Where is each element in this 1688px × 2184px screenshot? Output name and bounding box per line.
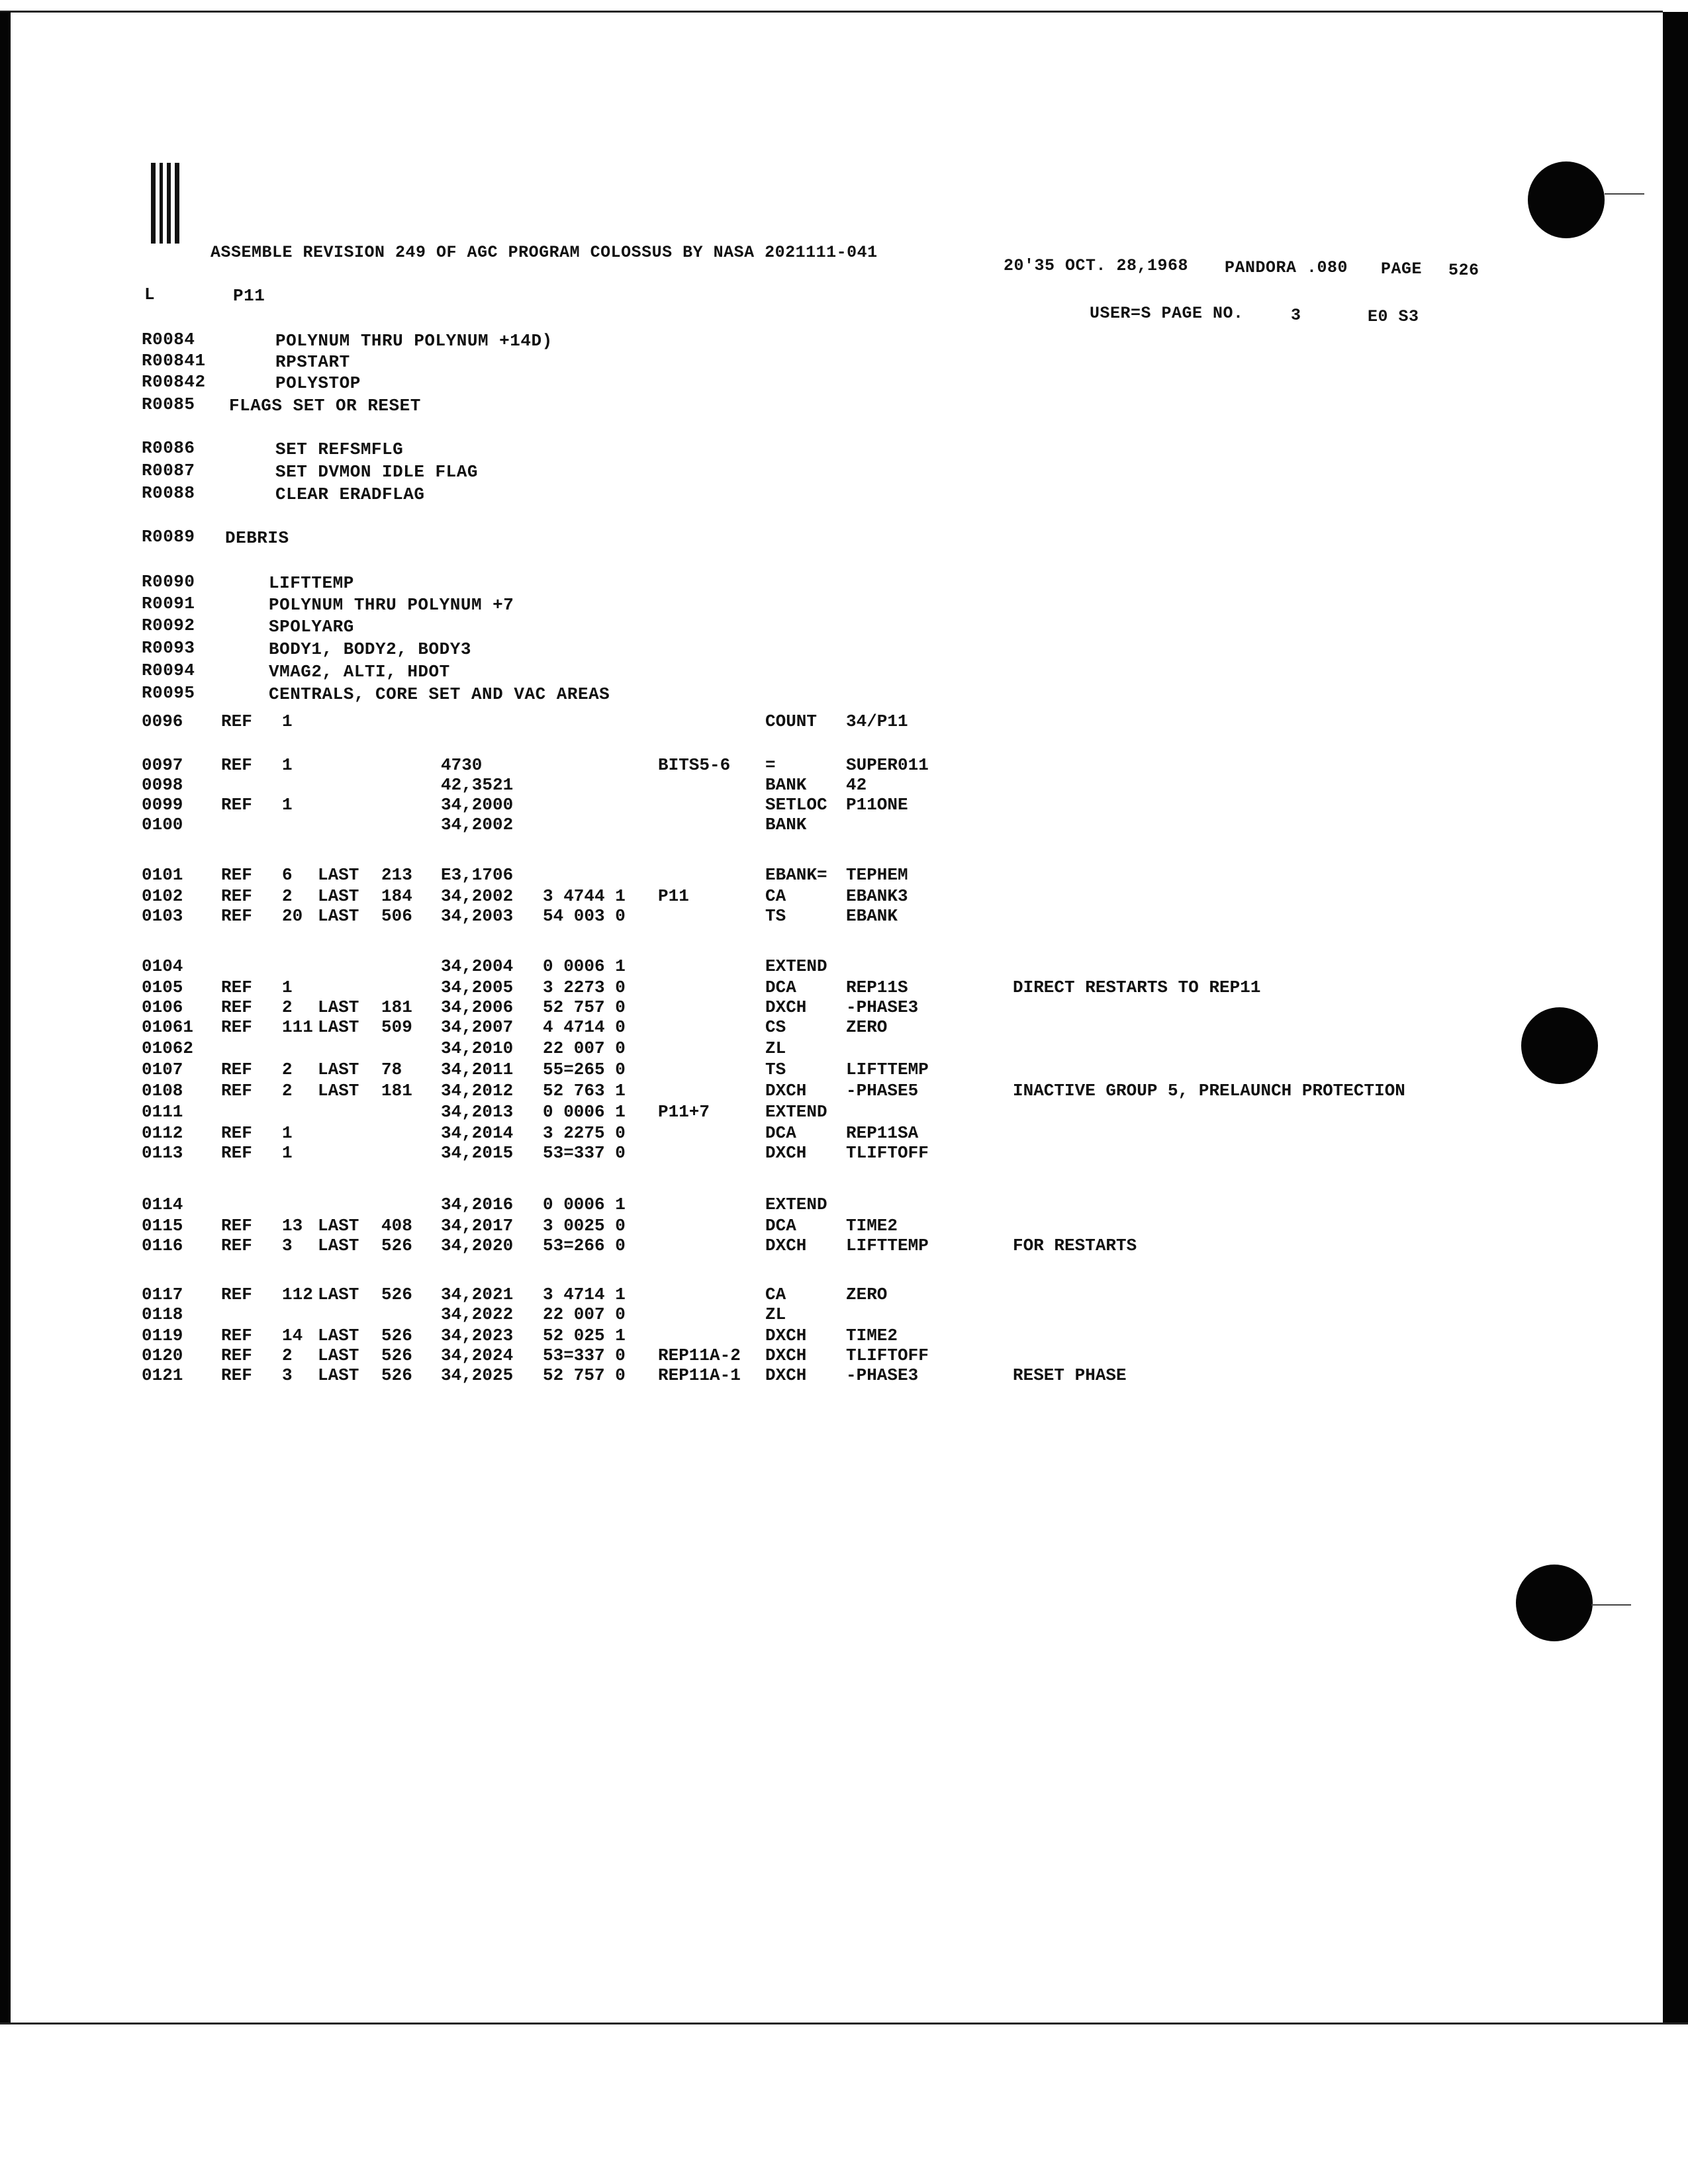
operand: TIME2	[846, 1216, 898, 1236]
e-code: E0 S3	[1368, 307, 1419, 326]
ref-count: 13	[282, 1216, 303, 1236]
object-code: 52 763 1	[543, 1081, 626, 1101]
ref-count: 111	[282, 1017, 313, 1037]
line-number: 0102	[142, 886, 183, 906]
ref-count: 2	[282, 1081, 293, 1101]
opcode: =	[765, 755, 776, 775]
last-page: 78	[381, 1060, 402, 1079]
opcode: BANK	[765, 775, 807, 795]
comment: FOR RESTARTS	[1013, 1236, 1137, 1255]
ref-tag: REF	[221, 1017, 252, 1037]
ref-tag: REF	[221, 1365, 252, 1385]
address: 34,2025	[441, 1365, 514, 1385]
last-page: 506	[381, 906, 412, 926]
operand: LIFTTEMP	[846, 1236, 929, 1255]
opcode: EBANK=	[765, 865, 827, 885]
ref-id: R0088	[142, 483, 195, 503]
last-tag: LAST	[318, 906, 359, 926]
last-page: 184	[381, 886, 412, 906]
line-number: 0096	[142, 711, 183, 731]
symbol-label: BITS5-6	[658, 755, 731, 775]
page-edge-top	[0, 11, 1663, 13]
address: 34,2021	[441, 1285, 514, 1304]
address: 34,2006	[441, 997, 514, 1017]
line-number: 0104	[142, 956, 183, 976]
operand: 42	[846, 775, 867, 795]
opcode: TS	[765, 1060, 786, 1079]
listing-row	[132, 1060, 1456, 1079]
ref-text: SET REFSMFLG	[275, 439, 404, 459]
operand: TIME2	[846, 1326, 898, 1345]
ref-tag: REF	[221, 1285, 252, 1304]
operand: ZERO	[846, 1017, 888, 1037]
opcode: DCA	[765, 978, 796, 997]
operand: -PHASE3	[846, 997, 919, 1017]
listing-title: ASSEMBLE REVISION 249 OF AGC PROGRAM COLOSSUS BY NASA 2021111-041	[211, 243, 878, 262]
ref-text: CENTRALS, CORE SET AND VAC AREAS	[269, 684, 610, 704]
listing-row	[132, 997, 1456, 1017]
object-code: 4 4714 0	[543, 1017, 626, 1037]
line-number: 01062	[142, 1038, 194, 1058]
object-code: 3 2275 0	[543, 1123, 626, 1143]
listing-row	[132, 978, 1456, 997]
listing-row	[132, 1304, 1456, 1324]
page-number: 526	[1448, 261, 1479, 280]
line-number: 0121	[142, 1365, 183, 1385]
object-code: 22 007 0	[543, 1304, 626, 1324]
ref-count: 1	[282, 711, 293, 731]
address: 34,2004	[441, 956, 514, 976]
ref-tag: REF	[221, 755, 252, 775]
symbol-label: P11+7	[658, 1102, 710, 1122]
last-tag: LAST	[318, 1060, 359, 1079]
operand: 34/P11	[846, 711, 908, 731]
listing-row	[132, 795, 1456, 815]
listing-row	[132, 1081, 1456, 1101]
listing-row	[132, 815, 1456, 835]
program-name: P11	[233, 286, 265, 306]
line-number: 0111	[142, 1102, 183, 1122]
last-tag: LAST	[318, 1081, 359, 1101]
address: 34,2023	[441, 1326, 514, 1345]
opcode: EXTEND	[765, 956, 827, 976]
address: 34,2015	[441, 1143, 514, 1163]
address: 34,2005	[441, 978, 514, 997]
listing-row	[132, 865, 1456, 885]
ref-id: R00841	[142, 351, 206, 371]
ref-id: R0094	[142, 660, 195, 680]
col-l-marker: L	[144, 285, 156, 304]
opcode: DXCH	[765, 1081, 807, 1101]
last-tag: LAST	[318, 1345, 359, 1365]
ref-id: R0091	[142, 594, 195, 614]
object-code: 54 003 0	[543, 906, 626, 926]
punch-hole-tick	[1591, 1604, 1631, 1606]
opcode: CA	[765, 886, 786, 906]
ref-tag: REF	[221, 1326, 252, 1345]
ref-text: SET DVMON IDLE FLAG	[275, 462, 478, 482]
address: 34,2013	[441, 1102, 514, 1122]
ref-count: 6	[282, 865, 293, 885]
last-page: 526	[381, 1365, 412, 1385]
opcode: DXCH	[765, 1143, 807, 1163]
ref-count: 3	[282, 1236, 293, 1255]
line-number: 0117	[142, 1285, 183, 1304]
punch-hole-icon	[1521, 1007, 1598, 1084]
listing-row	[132, 1102, 1456, 1122]
line-number: 0113	[142, 1143, 183, 1163]
listing-timestamp: 20'35 OCT. 28,1968	[1004, 256, 1189, 275]
listing-row	[132, 1123, 1456, 1143]
address: 34,2010	[441, 1038, 514, 1058]
address: 34,2012	[441, 1081, 514, 1101]
last-tag: LAST	[318, 1365, 359, 1385]
line-number: 0108	[142, 1081, 183, 1101]
last-tag: LAST	[318, 886, 359, 906]
object-code: 52 757 0	[543, 997, 626, 1017]
ref-count: 2	[282, 886, 293, 906]
ref-tag: REF	[221, 1345, 252, 1365]
ref-count: 2	[282, 1345, 293, 1365]
opcode: ZL	[765, 1304, 786, 1324]
operand: REP11S	[846, 978, 908, 997]
operand: TLIFTOFF	[846, 1345, 929, 1365]
ref-id: R0095	[142, 683, 195, 703]
object-code: 3 4744 1	[543, 886, 626, 906]
operand: ZERO	[846, 1285, 888, 1304]
ref-count: 2	[282, 1060, 293, 1079]
ref-text: SPOLYARG	[269, 617, 354, 637]
ref-id: R0086	[142, 438, 195, 458]
line-number: 0114	[142, 1195, 183, 1214]
last-page: 509	[381, 1017, 412, 1037]
operand: LIFTTEMP	[846, 1060, 929, 1079]
object-code: 3 0025 0	[543, 1216, 626, 1236]
opcode: SETLOC	[765, 795, 827, 815]
ref-count: 1	[282, 978, 293, 997]
ref-tag: REF	[221, 997, 252, 1017]
listing-row	[132, 1285, 1456, 1304]
address: 34,2003	[441, 906, 514, 926]
last-tag: LAST	[318, 1285, 359, 1304]
opcode: COUNT	[765, 711, 818, 731]
object-code: 52 025 1	[543, 1326, 626, 1345]
binder-stub-icon	[151, 163, 181, 245]
opcode: DCA	[765, 1123, 796, 1143]
operand: TLIFTOFF	[846, 1143, 929, 1163]
last-page: 526	[381, 1285, 412, 1304]
ref-count: 1	[282, 755, 293, 775]
ref-count: 1	[282, 795, 293, 815]
operand: -PHASE5	[846, 1081, 919, 1101]
line-number: 0119	[142, 1326, 183, 1345]
ref-count: 2	[282, 997, 293, 1017]
ref-text: POLYNUM THRU POLYNUM +14D)	[275, 331, 553, 351]
ref-tag: REF	[221, 1081, 252, 1101]
listing-row	[132, 755, 1456, 775]
last-tag: LAST	[318, 997, 359, 1017]
opcode: CS	[765, 1017, 786, 1037]
page-edge-bottom	[0, 2023, 1688, 2025]
listing-row	[132, 886, 1456, 906]
line-number: 01061	[142, 1017, 194, 1037]
address: 34,2000	[441, 795, 514, 815]
ref-count: 20	[282, 906, 303, 926]
last-page: 181	[381, 997, 412, 1017]
object-code: 53=337 0	[543, 1143, 626, 1163]
ref-tag: REF	[221, 1216, 252, 1236]
ref-text: LIFTTEMP	[269, 573, 354, 593]
ref-text: RPSTART	[275, 352, 350, 372]
listing-row	[132, 956, 1456, 976]
object-code: 3 4714 1	[543, 1285, 626, 1304]
listing-row	[132, 1216, 1456, 1236]
listing-row	[132, 1326, 1456, 1345]
opcode: ZL	[765, 1038, 786, 1058]
last-page: 526	[381, 1326, 412, 1345]
ref-id: R0093	[142, 638, 195, 658]
opcode: DXCH	[765, 1236, 807, 1255]
line-number: 0107	[142, 1060, 183, 1079]
address: 34,2024	[441, 1345, 514, 1365]
line-number: 0101	[142, 865, 183, 885]
listing-row	[132, 711, 1456, 731]
listing-row	[132, 1345, 1456, 1365]
address: E3,1706	[441, 865, 514, 885]
address: 34,2002	[441, 815, 514, 835]
ref-tag: REF	[221, 906, 252, 926]
line-number: 0100	[142, 815, 183, 835]
ref-text: CLEAR ERADFLAG	[275, 484, 425, 504]
ref-text: FLAGS SET OR RESET	[229, 396, 421, 416]
ref-tag: REF	[221, 978, 252, 997]
ref-count: 1	[282, 1123, 293, 1143]
address: 34,2020	[441, 1236, 514, 1255]
last-page: 181	[381, 1081, 412, 1101]
ref-tag: REF	[221, 1143, 252, 1163]
user-page-label: USER=S PAGE NO.	[1090, 304, 1244, 323]
address: 34,2011	[441, 1060, 514, 1079]
opcode: EXTEND	[765, 1195, 827, 1214]
opcode: DXCH	[765, 1326, 807, 1345]
operand: SUPER011	[846, 755, 929, 775]
ref-tag: REF	[221, 1236, 252, 1255]
ref-id: R0090	[142, 572, 195, 592]
opcode: CA	[765, 1285, 786, 1304]
ref-count: 112	[282, 1285, 313, 1304]
address: 42,3521	[441, 775, 514, 795]
ref-text: VMAG2, ALTI, HDOT	[269, 662, 450, 682]
page-edge-left	[0, 12, 11, 2024]
address: 4730	[441, 755, 483, 775]
last-tag: LAST	[318, 1326, 359, 1345]
last-tag: LAST	[318, 865, 359, 885]
ref-count: 1	[282, 1143, 293, 1163]
object-code: 3 2273 0	[543, 978, 626, 997]
line-number: 0115	[142, 1216, 183, 1236]
address: 34,2007	[441, 1017, 514, 1037]
ref-id: R0092	[142, 615, 195, 635]
user-page-number: 3	[1291, 306, 1301, 325]
opcode: DXCH	[765, 1345, 807, 1365]
opcode: DXCH	[765, 1365, 807, 1385]
page-label: PAGE	[1381, 259, 1423, 279]
symbol-label: REP11A-1	[658, 1365, 741, 1385]
ref-tag: REF	[221, 1123, 252, 1143]
line-number: 0116	[142, 1236, 183, 1255]
ref-tag: REF	[221, 865, 252, 885]
last-tag: LAST	[318, 1017, 359, 1037]
ref-tag: REF	[221, 711, 252, 731]
listing-row	[132, 1195, 1456, 1214]
line-number: 0120	[142, 1345, 183, 1365]
last-tag: LAST	[318, 1236, 359, 1255]
object-code: 0 0006 1	[543, 1195, 626, 1214]
machine-name: PANDORA .080	[1225, 258, 1348, 277]
ref-count: 3	[282, 1365, 293, 1385]
line-number: 0103	[142, 906, 183, 926]
opcode: DCA	[765, 1216, 796, 1236]
operand: P11ONE	[846, 795, 908, 815]
ref-id: R0089	[142, 527, 195, 547]
line-number: 0106	[142, 997, 183, 1017]
address: 34,2002	[441, 886, 514, 906]
ref-text: BODY1, BODY2, BODY3	[269, 639, 471, 659]
operand: EBANK	[846, 906, 898, 926]
listing-row	[132, 775, 1456, 795]
listing-row	[132, 1236, 1456, 1255]
operand: TEPHEM	[846, 865, 908, 885]
comment: INACTIVE GROUP 5, PRELAUNCH PROTECTION	[1013, 1081, 1405, 1101]
page-edge-right	[1663, 12, 1688, 2024]
line-number: 0097	[142, 755, 183, 775]
opcode: BANK	[765, 815, 807, 835]
symbol-label: REP11A-2	[658, 1345, 741, 1365]
address: 34,2022	[441, 1304, 514, 1324]
last-page: 408	[381, 1216, 412, 1236]
line-number: 0098	[142, 775, 183, 795]
object-code: 55=265 0	[543, 1060, 626, 1079]
object-code: 52 757 0	[543, 1365, 626, 1385]
address: 34,2017	[441, 1216, 514, 1236]
punch-hole-icon	[1516, 1565, 1593, 1641]
address: 34,2016	[441, 1195, 514, 1214]
opcode: EXTEND	[765, 1102, 827, 1122]
object-code: 0 0006 1	[543, 1102, 626, 1122]
ref-tag: REF	[221, 795, 252, 815]
object-code: 22 007 0	[543, 1038, 626, 1058]
object-code: 53=337 0	[543, 1345, 626, 1365]
object-code: 53=266 0	[543, 1236, 626, 1255]
last-page: 526	[381, 1345, 412, 1365]
line-number: 0112	[142, 1123, 183, 1143]
object-code: 0 0006 1	[543, 956, 626, 976]
symbol-label: P11	[658, 886, 689, 906]
listing-row	[132, 1038, 1456, 1058]
ref-id: R00842	[142, 372, 206, 392]
last-tag: LAST	[318, 1216, 359, 1236]
address: 34,2014	[441, 1123, 514, 1143]
operand: -PHASE3	[846, 1365, 919, 1385]
ref-id: R0087	[142, 461, 195, 480]
last-page: 213	[381, 865, 412, 885]
operand: REP11SA	[846, 1123, 919, 1143]
listing-row	[132, 906, 1456, 926]
listing-row	[132, 1143, 1456, 1163]
punch-hole-icon	[1528, 161, 1605, 238]
comment: RESET PHASE	[1013, 1365, 1127, 1385]
line-number: 0105	[142, 978, 183, 997]
listing-row	[132, 1017, 1456, 1037]
comment: DIRECT RESTARTS TO REP11	[1013, 978, 1261, 997]
punch-hole-tick	[1605, 193, 1644, 195]
last-page: 526	[381, 1236, 412, 1255]
line-number: 0099	[142, 795, 183, 815]
line-number: 0118	[142, 1304, 183, 1324]
ref-tag: REF	[221, 1060, 252, 1079]
ref-tag: REF	[221, 886, 252, 906]
opcode: DXCH	[765, 997, 807, 1017]
ref-text: POLYSTOP	[275, 373, 361, 393]
listing-row	[132, 1365, 1456, 1385]
ref-count: 14	[282, 1326, 303, 1345]
ref-text: POLYNUM THRU POLYNUM +7	[269, 595, 514, 615]
opcode: TS	[765, 906, 786, 926]
ref-id: R0085	[142, 394, 195, 414]
operand: EBANK3	[846, 886, 908, 906]
ref-text: DEBRIS	[225, 528, 289, 548]
ref-id: R0084	[142, 330, 195, 349]
